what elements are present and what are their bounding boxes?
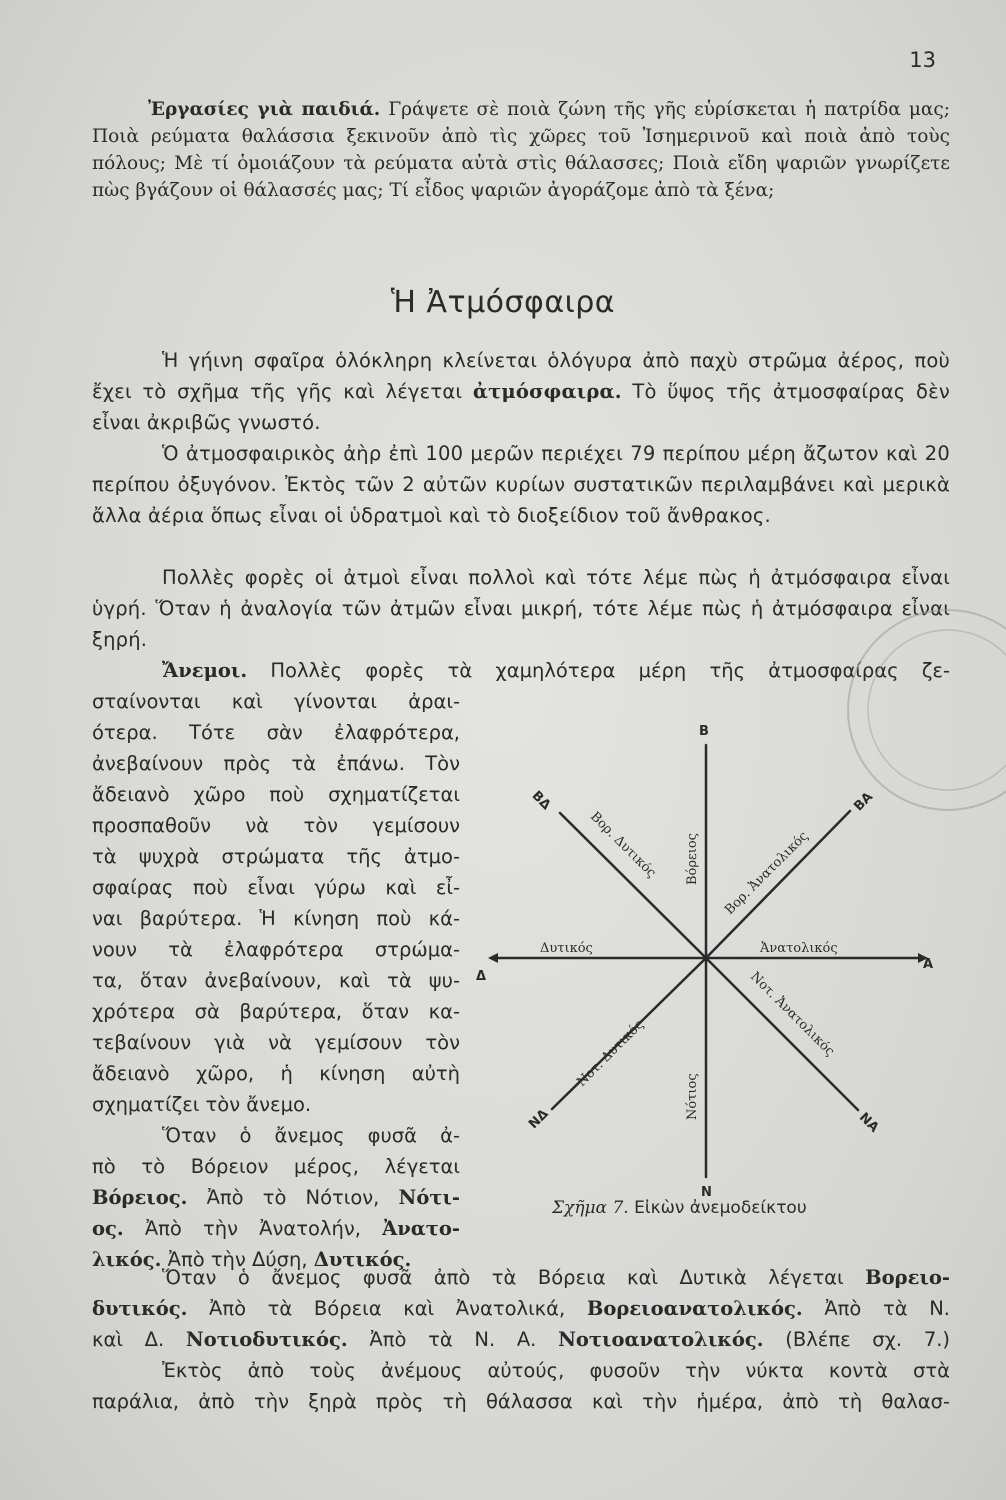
final-text-3c: Ἀπὸ τὰ Ν. Α. — [369, 1328, 537, 1351]
term-os: ος. — [92, 1217, 124, 1240]
term-anato: Ἀνατο- — [382, 1217, 460, 1240]
winds-col-line: ότερα. Τότε σὰν ἐλαφρότερα, — [92, 721, 460, 744]
se-line — [706, 958, 858, 1110]
winds-col-line: χρότερα σὰ βαρύτερα, ὅταν κα- — [92, 1000, 460, 1023]
winds-col-line: προσπαθοῦν νὰ τὸν γεμίσουν — [92, 814, 460, 837]
final-paragraph — [92, 1262, 950, 1417]
final-text-5: παράλια, ἀπὸ τὴν ξηρὰ πρὸς τὴ θάλασσα καὶ τὴν ἡμέρα, ἀπὸ τὴ θαλασ- — [92, 1390, 950, 1413]
label-nw-wind: Βορ. Δυτικός — [587, 809, 659, 881]
winds-column — [92, 686, 460, 1275]
term-dytikos: Δυτικός. — [313, 1248, 412, 1271]
winds-col-line: ἄδειανὸ χῶρο, ἡ κίνηση αὐτὴ — [92, 1062, 460, 1085]
winds-col-line: σταίνονται καὶ γίνονται ἀραι- — [92, 690, 460, 713]
term-boreios: Βόρειος. — [92, 1186, 188, 1209]
winds-directions-line-1 — [92, 1182, 460, 1213]
tasks-text: Γράψετε σὲ ποιὰ ζώνη τῆς γῆς εὑρίσκεται ἡ πατρίδα μας; Ποιὰ ρεύματα θαλάσσια ξεκινοῦν ἀπὸ τὶς χῶρες τοῦ Ἰσημερινοῦ καὶ ποιὰ ἀπὸ τοὺς πόλους; Μὲ τί ὁμοιάζουν τὰ ρεύματα αὐτὰ στὶς θάλασσες; Ποιὰ εἴδη ψαριῶν γνωρίζετε πὼς βγάζουν οἱ θάλασσές μας; Τί εἶδος ψαριῶν ἀγοράζομε ἀπὸ τὰ ξένα; — [92, 99, 951, 201]
final-text-2b: Ἀπὸ τὰ Βόρεια καὶ Ἀνατολικά, — [209, 1297, 566, 1320]
atmosphere-term: ἀτμόσφαιρα. — [472, 380, 622, 403]
compass-east: Α — [923, 957, 934, 972]
compass-west: Δ — [476, 969, 487, 984]
label-sw-wind: Νοτ. Δυτικός — [574, 1017, 647, 1090]
label-west-wind: Δυτικός — [540, 941, 593, 956]
west-arrow-icon — [488, 953, 498, 963]
winds-col-line: τὰ ψυχρὰ στρώματα τῆς ἀτμο- — [92, 845, 460, 868]
humidity-paragraph — [92, 562, 950, 655]
final-text-3e: (Βλέπε σχ. 7.) — [785, 1328, 951, 1351]
humidity-text: Πολλὲς φορὲς οἱ ἀτμοὶ εἶναι πολλοὶ καὶ τότε λέμε πὼς ἡ ἀτμόσφαιρα εἶναι ὑγρή. Ὅταν ἡ ἀναλογία τῶν ἀτμῶν εἶναι μικρή, τότε λέμε πὼς ἡ ἀτμόσφαιρα εἶναι ξηρή. — [92, 566, 950, 651]
label-south-wind: Νότιος — [685, 1073, 700, 1120]
winds-col-line: σχηματίζει τὸν ἄνεμο. — [92, 1093, 312, 1116]
final-term-3d: Νοτιοανατολικός. — [558, 1328, 764, 1351]
figure-caption — [552, 1198, 807, 1218]
label-ne-wind: Βορ. Ἀνατολικός — [722, 828, 812, 918]
winds-term: Ἄνεμοι. — [162, 659, 248, 682]
text-apo-notion: Ἀπὸ τὸ Νότιον, — [206, 1186, 380, 1209]
term-noti: Νότι- — [398, 1186, 461, 1209]
final-term-3b: Νοτιοδυτικός. — [185, 1328, 348, 1351]
compass-nw: ΒΔ — [528, 788, 554, 814]
compass-south: Ν — [701, 1185, 712, 1200]
atmosphere-text-before: Ἡ γήινη σφαῖρα ὁλόκληρη κλείνεται ὁλόγυρα ἀπὸ παχὺ στρῶμα ἀέρος, ποὺ ἔχει τὸ σχῆμα τῆς γῆς καὶ λέγεται — [92, 349, 950, 403]
wind-rose-lines — [498, 745, 918, 1177]
winds-col2-line: Ὅταν ὁ ἄνεμος φυσᾶ ἀ- — [162, 1124, 460, 1147]
caption-prefix: Σχῆμα 7. — [552, 1198, 629, 1218]
composition-paragraph — [92, 438, 950, 531]
caption-text: Εἰκὼν ἀνεμοδείκτου — [634, 1198, 807, 1218]
final-text-3a: καὶ Δ. — [92, 1328, 165, 1351]
final-term-1b: Βορειο- — [865, 1266, 950, 1289]
atmosphere-paragraph — [92, 345, 950, 438]
tasks-paragraph — [92, 96, 950, 204]
winds-col-line: νουν τὰ ἐλαφρότερα στρώμα- — [92, 938, 460, 961]
winds-directions-line-2 — [92, 1213, 460, 1244]
final-term-2a: δυτικός. — [92, 1297, 188, 1320]
compass-north: Β — [699, 724, 709, 739]
compass-ne: ΒΑ — [851, 789, 877, 815]
final-term-2c: Βορειοανατολικός. — [586, 1297, 803, 1320]
winds-col-line: τα, ὅταν ἀνεβαίνουν, καὶ τὰ ψυ- — [92, 969, 460, 992]
compass-sw: ΝΔ — [526, 1106, 552, 1133]
term-likos: λικός. — [92, 1248, 162, 1271]
winds-col-indent-line — [92, 1120, 460, 1151]
label-east-wind: Ἀνατολικός — [760, 941, 838, 956]
label-north-wind: Βόρειος — [685, 833, 700, 885]
composition-text: Ὁ ἀτμοσφαιρικὸς ἀὴρ ἐπὶ 100 μερῶν περιέχει 79 περίπου μέρη ἄζωτον καὶ 20 περίπου ὀξυγόνον. Ἐκτὸς τῶν 2 αὐτῶν κυρίων συστατικῶν περιλαμβάνει καὶ μερικὰ ἄλλα ἀέρια ὅπως εἶναι οἱ ὑδρατμοὶ καὶ τὸ διοξείδιον τοῦ ἄνθρακος. — [92, 442, 950, 527]
final-text-2d: Ἀπὸ τὰ Ν. — [824, 1297, 950, 1320]
winds-col-line: σφαίρας ποὺ εἶναι γύρω καὶ εἶ- — [92, 876, 460, 899]
page-number: 13 — [909, 48, 936, 72]
winds-col-line: ἄδειανὸ χῶρο ποὺ σχηματίζεται — [92, 783, 460, 806]
text-apo-anatolin: Ἀπὸ τὴν Ἀνατολήν, — [144, 1217, 361, 1240]
winds-col-line: τεβαίνουν γιὰ νὰ γεμίσουν τὸν — [92, 1031, 460, 1054]
ne-line — [706, 811, 850, 958]
final-text-4: Ἐκτὸς ἀπὸ τοὺς ἀνέμους αὐτούς, φυσοῦν τὴν νύκτα κοντὰ στὰ — [162, 1359, 950, 1382]
winds-col-line: ἀνεβαίνουν πρὸς τὰ ἐπάνω. Τὸν — [92, 752, 460, 775]
winds-col2-line: πὸ τὸ Βόρειον μέρος, λέγεται — [92, 1155, 460, 1178]
text-apo-dysi: Ἀπὸ τὴν Δύση, — [167, 1248, 308, 1271]
label-se-wind: Νοτ. Ἀνατολικός — [747, 969, 838, 1060]
winds-line1: Πολλὲς φορὲς τὰ χαμηλότερα μέρη τῆς ἀτμοσφαίρας ζε- — [270, 659, 951, 682]
tasks-title: Ἐργασίες γιὰ παιδιά. — [148, 99, 381, 120]
final-text-1a: Ὅταν ὁ ἄνεμος φυσᾶ ἀπὸ τὰ Βόρεια καὶ Δυτικὰ λέγεται — [162, 1266, 844, 1289]
section-heading: Ἡ Ἀτμόσφαιρα — [390, 285, 616, 320]
winds-col-line: ναι βαρύτερα. Ἡ κίνηση ποὺ κά- — [92, 907, 460, 930]
compass-se: ΝΑ — [855, 1110, 882, 1136]
wind-rose-figure — [470, 715, 950, 1235]
winds-first-line — [92, 655, 950, 686]
atmosphere-text-after: Τὸ ὕψος τῆς ἀτμοσφαίρας δὲν εἶναι ἀκριβῶς γνωστό. — [92, 380, 951, 434]
